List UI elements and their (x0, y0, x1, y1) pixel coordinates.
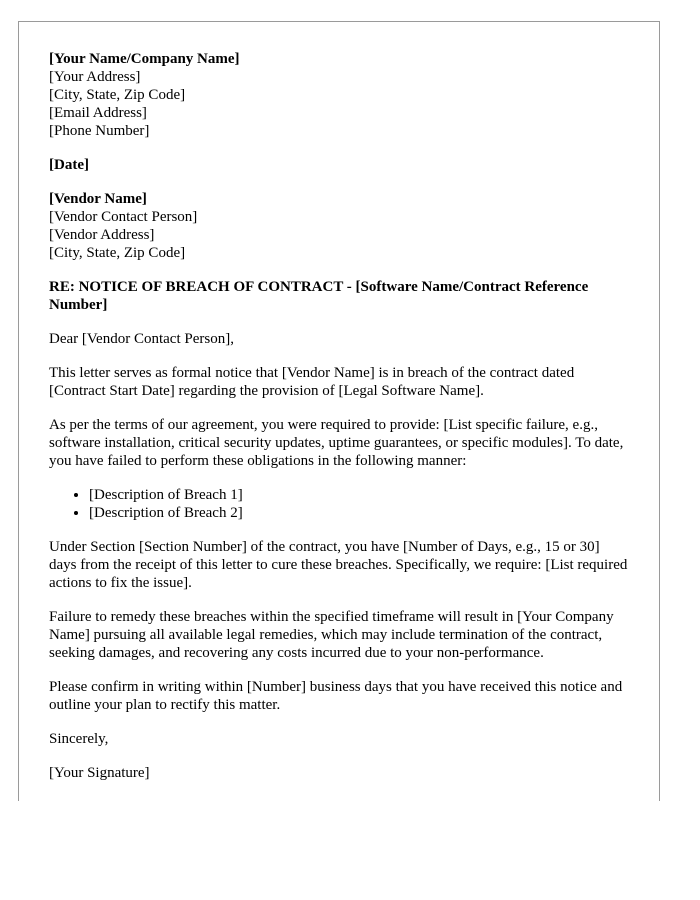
sender-block (49, 50, 629, 140)
sender-email: [Email Address] (49, 105, 147, 121)
salutation: Dear [Vendor Contact Person], (49, 331, 234, 347)
paragraph-terms: As per the terms of our agreement, you were required to provide: [List specific failure, e.g., software installation, critical security updates, uptime guarantees, or specific modules]. To date, you have failed to perform these obligations in the following manner: (49, 417, 624, 469)
paragraph-remedy: Failure to remedy these breaches within the specified timeframe will result in [Your Company Name] pursuing all available legal remedies, which may include termination of the contract, seeking damages, and recovering any costs incurred due to your non-performance. (49, 609, 614, 661)
paragraph-intro: This letter serves as formal notice that [Vendor Name] is in breach of the contract dated [Contract Start Date] regarding the provision of [Legal Software Name]. (49, 365, 575, 399)
letter-date: [Date] (49, 157, 89, 173)
signature: [Your Signature] (49, 765, 150, 781)
sender-address: [Your Address] (49, 69, 141, 85)
letter-page (18, 21, 660, 801)
sender-city-state-zip: [City, State, Zip Code] (49, 87, 186, 103)
sender-name: [Your Name/Company Name] (49, 51, 240, 67)
date-block (49, 156, 629, 174)
list-item: • [Description of Breach 2] (89, 504, 629, 522)
subject-line: RE: NOTICE OF BREACH OF CONTRACT - [Software Name/Contract Reference Number] (49, 279, 589, 313)
breach-list (49, 486, 629, 522)
sender-phone: [Phone Number] (49, 123, 150, 139)
recipient-address: [Vendor Address] (49, 227, 155, 243)
recipient-city-state-zip: [City, State, Zip Code] (49, 245, 186, 261)
closing: Sincerely, (49, 731, 109, 747)
list-item: • [Description of Breach 1] (89, 486, 629, 504)
recipient-contact-person: [Vendor Contact Person] (49, 209, 198, 225)
paragraph-confirm: Please confirm in writing within [Number] business days that you have received this notice and outline your plan to rectify this matter. (49, 679, 623, 713)
recipient-name: [Vendor Name] (49, 191, 147, 207)
recipient-block (49, 190, 629, 262)
paragraph-cure: Under Section [Section Number] of the contract, you have [Number of Days, e.g., 15 or 30] days from the receipt of this letter to cure these breaches. Specifically, we require: [List required actions to fix the issue]. (49, 539, 628, 591)
